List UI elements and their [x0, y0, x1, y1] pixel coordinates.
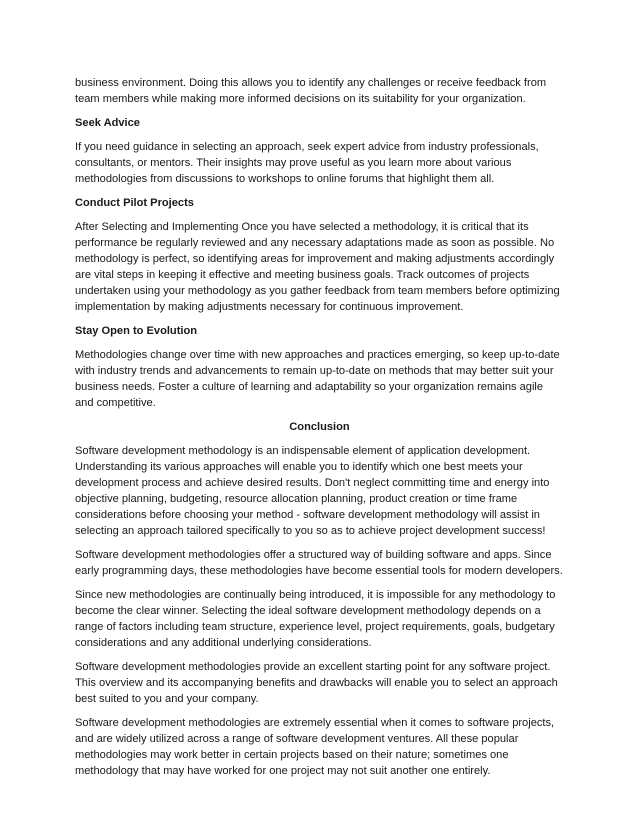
conclusion-paragraph-5: Software development methodologies are extremely essential when it comes to software projects, and are widely utilized across a range of software development ventures. All these popular methodologies may work better in certain projects based on their nature; sometimes one methodology that may have worked for one project may not suit another one entirely.	[75, 717, 555, 777]
conclusion-paragraph-4: Software development methodologies provide an excellent starting point for any software project. This overview and its accompanying benefits and drawbacks will enable you to select an approach best suited to you and your company.	[75, 661, 558, 705]
intro-continuation-paragraph: business environment. Doing this allows you to identify any challenges or receive feedback from team members while making more informed decisions on its suitability for your organization.	[75, 77, 547, 105]
seek-advice-paragraph: If you need guidance in selecting an approach, seek expert advice from industry professionals, consultants, or mentors. Their insights may prove useful as you learn more about various methodologies from discussions to workshops to online forums that highlight them all.	[75, 141, 539, 185]
section-heading-seek-advice: Seek Advice	[75, 117, 140, 129]
section-heading-stay-open-to-evolution: Stay Open to Evolution	[75, 325, 198, 337]
conclusion-paragraph-3: Since new methodologies are continually being introduced, it is impossible for any methodology to become the clear winner. Selecting the ideal software development methodology depends on a range of factors including team structure, experience level, project requirements, goals, budgetary considerations and any additional underlying considerations.	[75, 589, 556, 649]
stay-open-to-evolution-paragraph: Methodologies change over time with new approaches and practices emerging, so keep up-to-date with industry trends and advancements to remain up-to-date on methods that may better suit your business needs. Foster a culture of learning and adaptability so your organization remains agile and competitive.	[75, 349, 560, 409]
section-heading-conduct-pilot-projects: Conduct Pilot Projects	[75, 197, 194, 209]
section-heading-conclusion: Conclusion	[289, 421, 350, 433]
conclusion-paragraph-1: Software development methodology is an indispensable element of application development. Understanding its various approaches will enable you to identify which one best meets your development process and achieve desired results. Don't neglect committing time and energy into objective planning, budgeting, resource allocation planning, product creation or time frame considerations before choosing your method - software development methodology will assist in selecting an approach tailored specifically to you so as to achieve project development success!	[75, 445, 550, 537]
conclusion-paragraph-2: Software development methodologies offer a structured way of building software and apps. Since early programming days, these methodologies have become essential tools for modern developers.	[75, 549, 563, 577]
conduct-pilot-projects-paragraph: After Selecting and Implementing Once you have selected a methodology, it is critical that its performance be regularly reviewed and any necessary adaptations made as soon as possible. No methodology is perfect, so identifying areas for improvement and making adjustments accordingly are vital steps in keeping it effective and meeting business goals. Track outcomes of projects undertaken using your methodology as you gather feedback from team members before optimizing implementation by making adjustments necessary for continuous improvement.	[75, 221, 560, 313]
